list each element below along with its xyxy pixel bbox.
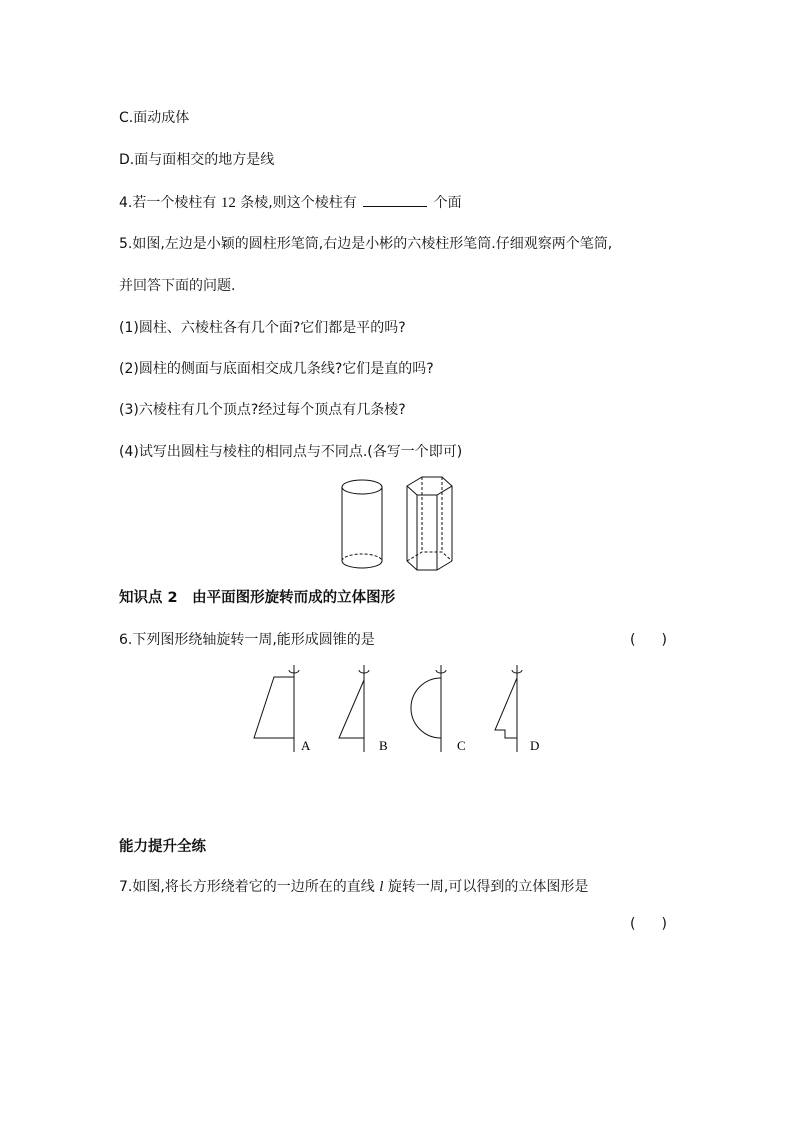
option-d-label: D	[530, 738, 540, 753]
hexagonal-prism-drawing	[407, 477, 452, 570]
q4-mid: 条棱,则这个棱柱有	[240, 195, 357, 211]
question-5-part-3: (3)六棱柱有几个顶点?经过每个顶点有几条棱?	[119, 402, 406, 418]
paren-close: )	[661, 632, 667, 648]
option-c: C.面动成体	[119, 110, 190, 126]
paren-close: )	[661, 916, 667, 932]
q4-prefix: 4.若一个棱柱有	[119, 195, 217, 211]
option-a-shape	[254, 665, 299, 752]
question-6: 6.下列图形绕轴旋转一周,能形成圆锥的是	[119, 632, 375, 648]
answer-paren-q6	[630, 630, 667, 650]
section-heading-2: 知识点 2 由平面图形旋转而成的立体图形	[119, 590, 396, 606]
question-7	[119, 877, 588, 897]
option-c-label: C	[457, 738, 466, 753]
q4-number: 12	[220, 195, 236, 211]
question-5-part-2: (2)圆柱的侧面与底面相交成几条线?它们是直的吗?	[119, 361, 434, 377]
q7-suffix: 旋转一周,可以得到的立体图形是	[387, 879, 589, 895]
cylinder-prism-figure	[330, 474, 460, 576]
option-d-shape	[495, 665, 522, 752]
option-b-label: B	[379, 738, 388, 753]
option-a-label: A	[301, 738, 311, 753]
paren-open: (	[630, 916, 636, 932]
question-5-part-1: (1)圆柱、六棱柱各有几个面?它们都是平的吗?	[119, 320, 406, 336]
question-5-line-1: 5.如图,左边是小颖的圆柱形笔筒,右边是小彬的六棱柱形笔筒.仔细观察两个笔筒,	[119, 236, 613, 252]
rotation-options-figure	[250, 660, 550, 760]
q4-suffix: 个面	[433, 195, 462, 211]
cylinder-drawing	[342, 480, 382, 568]
question-4	[119, 192, 462, 213]
paren-open: (	[630, 632, 636, 648]
ability-heading: 能力提升全练	[119, 839, 206, 855]
answer-blank	[363, 192, 427, 207]
q7-variable: l	[379, 879, 384, 895]
option-b-shape	[339, 665, 369, 752]
option-d: D.面与面相交的地方是线	[119, 152, 275, 168]
q7-prefix: 7.如图,将长方形绕着它的一边所在的直线	[119, 879, 375, 895]
option-c-shape	[411, 665, 446, 752]
question-5-part-4: (4)试写出圆柱与棱柱的相同点与不同点.(各写一个即可)	[119, 444, 463, 460]
answer-paren-q7	[630, 914, 667, 934]
question-5-line-2: 并回答下面的问题.	[119, 278, 236, 294]
